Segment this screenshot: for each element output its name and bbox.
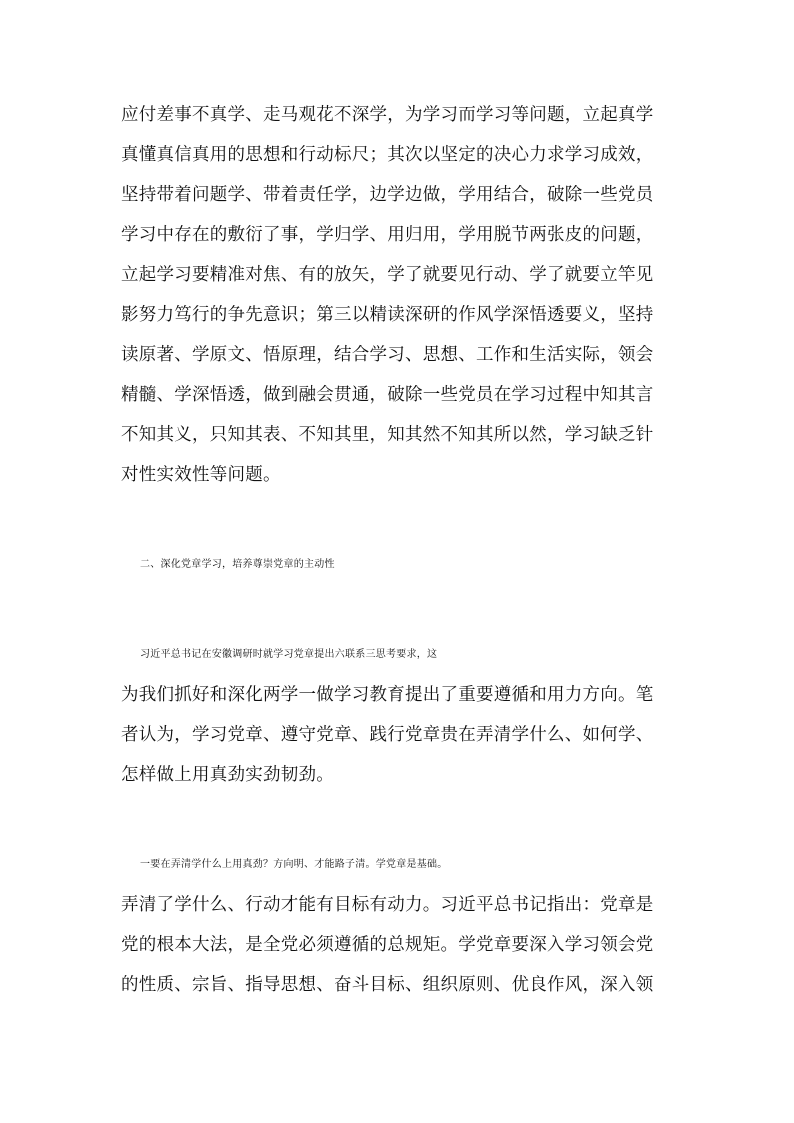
paragraph-line: 真懂真信真用的思想和行动标尺；其次以坚定的决心力求学习成效， — [121, 145, 654, 165]
paragraph-line: 影努力笃行的争先意识；第三以精读深研的作风学深悟透要义，坚持 — [121, 305, 654, 325]
paragraph-line: 对性实效性等问题。 — [121, 465, 281, 485]
paragraph-line: 的性质、宗旨、指导思想、奋斗目标、组织原则、优良作风，深入领 — [121, 975, 654, 995]
paragraph-line: 习近平总书记在安徽调研时就学习党章提出六联系三思考要求，这 — [140, 649, 438, 660]
paragraph-line: 精髓、学深悟透，做到融会贯通，破除一些党员在学习过程中知其言 — [121, 385, 654, 405]
paragraph-line: 读原著、学原文、悟原理，结合学习、思想、工作和生活实际，领会 — [121, 345, 654, 365]
paragraph-line: 弄清了学什么、行动才能有目标有动力。习近平总书记指出：党章是 — [121, 895, 654, 915]
paragraph-line: 学习中存在的敷衍了事，学归学、用归用，学用脱节两张皮的问题， — [121, 225, 654, 245]
paragraph-line: 应付差事不真学、走马观花不深学，为学习而学习等问题，立起真学 — [121, 105, 654, 125]
paragraph-line: 党的根本大法，是全党必须遵循的总规矩。学党章要深入学习领会党 — [121, 935, 654, 955]
paragraph-line: 怎样做上用真劲实劲韧劲。 — [121, 765, 334, 785]
section-heading: 二、深化党章学习，培养尊崇党章的主动性 — [140, 559, 335, 570]
paragraph-line: 立起学习要精准对焦、有的放矢，学了就要见行动、学了就要立竿见 — [121, 265, 654, 285]
paragraph-line: 坚持带着问题学、带着责任学，边学边做，学用结合，破除一些党员 — [121, 185, 654, 205]
paragraph-line: 者认为，学习党章、遵守党章、践行党章贵在弄清学什么、如何学、 — [121, 725, 654, 745]
paragraph-line: 一要在弄清学什么上用真劲？方向明、才能路子清。学党章是基础。 — [140, 859, 448, 870]
paragraph-line: 为我们抓好和深化两学一做学习教育提出了重要遵循和用力方向。笔 — [121, 685, 654, 705]
paragraph-line: 不知其义，只知其表、不知其里，知其然不知其所以然，学习缺乏针 — [121, 425, 654, 445]
